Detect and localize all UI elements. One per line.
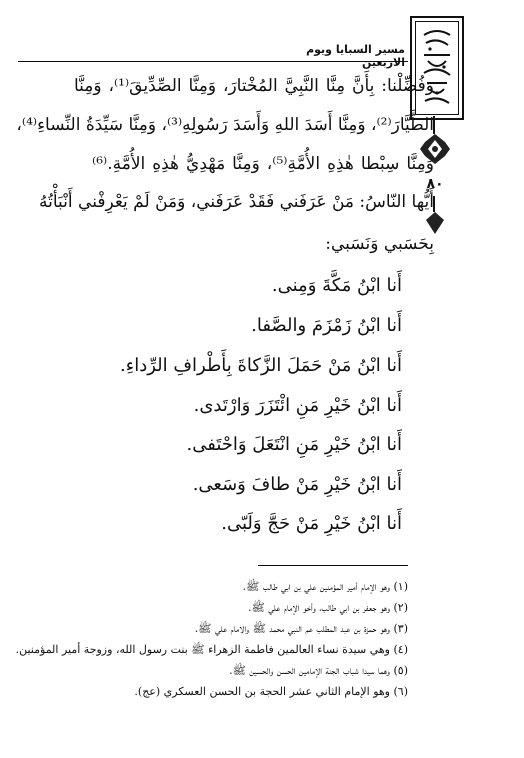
poem-line-1: أَنا ابْنُ مَكَّةَ وَمِنى. bbox=[271, 275, 402, 296]
emblem-frame bbox=[415, 21, 459, 115]
page-number: ٨٠ bbox=[426, 176, 444, 192]
poem-line-7: أَنا ابْنُ خَيْرِ مَنْ حَجَّ وَلَبّى. bbox=[221, 513, 402, 534]
footnote-2: (٢) وهو جعفر بن ابي طالب، وأخو الإمام علي ﷺ. bbox=[247, 601, 408, 614]
poem-line-5: أَنا ابْنُ خَيْرِ مَنِ انْتَعَلَ وَاحْتَفى. bbox=[186, 434, 402, 455]
poem-line-2: أَنا ابْنُ زَمْزَمَ والصَّفا. bbox=[251, 315, 402, 336]
footnote-rule bbox=[258, 565, 408, 566]
footnote-5: (٥) وهما سيدا شباب الجنة الإمامين الحسن والحسين ﷺ. bbox=[229, 664, 408, 677]
body-line-3: وَمِنَّا سِبْطا هٰذِهِ الأُمَّةِ⁽⁵⁾، وَمِنَّا مَهْدِيُّ هٰذِهِ الأُمَّةِ.⁽⁶⁾ bbox=[92, 154, 434, 174]
body-line-5: بِحَسَبي وَنَسَبي: bbox=[325, 234, 434, 254]
footnote-6: (٦) وهو الإمام الثاني عشر الحجة بن الحسن العسكري (عج). bbox=[134, 685, 408, 698]
poem-line-4: أَنا ابْنُ خَيْرِ مَنِ ائْتَزَرَ وَارْتَدى. bbox=[193, 395, 402, 416]
calligraphy-emblem-icon bbox=[418, 25, 456, 111]
book-emblem bbox=[410, 16, 464, 120]
footnote-3: (٣) وهو حمزة بن عبد المطلب عم النبي محمد ﷺ والامام علي ﷺ. bbox=[194, 622, 408, 635]
running-title: مسير السبايا ويوم الاربعين bbox=[306, 43, 405, 69]
footnote-4: (٤) وهي سيدة نساء العالمين فاطمة الزهراء ﷺ بنت رسول الله، وزوجة أمير المؤمنين. bbox=[15, 643, 408, 656]
header-rule bbox=[18, 61, 408, 62]
ornament-pendant-icon bbox=[418, 210, 452, 236]
body-line-2: الطَّيَّارَ⁽²⁾، وَمِنَّا أَسَدَ اللهِ وَأَسَدَ رَسُولِهِ⁽³⁾، وَمِنَّا سَيِّدَةُ النِّساءِ⁽⁴⁾، bbox=[16, 115, 434, 135]
footnote-1: (١) وهو الإمام أمير المؤمنين علي بن ابي طالب ﷺ. bbox=[242, 580, 408, 593]
poem-line-6: أَنا ابْنُ خَيْرِ مَنْ طافَ وَسَعى. bbox=[192, 474, 402, 495]
poem-line-3: أَنا ابْنُ مَنْ حَمَلَ الزَّكاةَ بِأَطْرافِ الرِّداءِ. bbox=[120, 355, 402, 376]
body-line-1: وَفُضِّلْنا: بِأَنَّ مِنَّا النَّبِيَّ المُخْتارَ، وَمِنَّا الصِّدِّيقَ⁽¹⁾، وَمِنَّا bbox=[74, 76, 434, 96]
body-line-4: أَيُّها النّاسُ: مَنْ عَرَفَني فَقَدْ عَرَفَني، وَمَنْ لَمْ يَعْرِفْني أَنْبَأْتُهُ bbox=[39, 192, 434, 212]
